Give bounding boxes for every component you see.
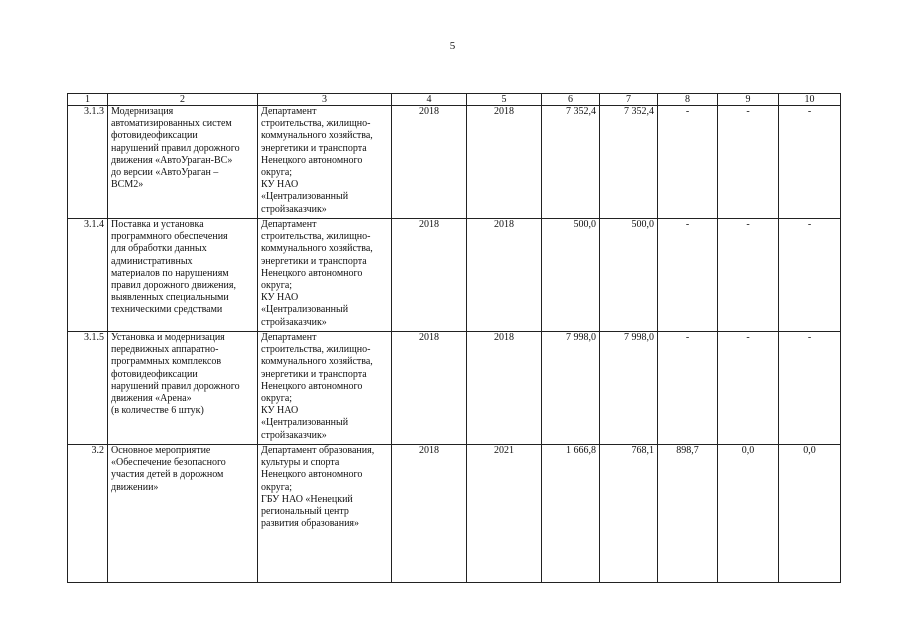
activity-name-line: движении» [111,481,159,493]
end-year: 2018 [467,219,542,332]
total-amount: 1 666,8 [542,445,600,583]
header-cell: 3 [258,94,392,106]
activity-name-line: Поставка и установка [111,219,204,230]
executor-line: «Централизованный [261,304,349,316]
activity-name-line: фотовидеофиксации [111,130,198,142]
activity-name-line: программных комплексов [111,356,222,368]
executor-line: округа; [261,481,293,493]
activity-name-line: материалов по нарушениям [111,267,229,279]
activity-name-line: ВСМ2» [111,179,144,191]
activity-name-line: передвижных аппаратно- [111,344,219,356]
activity-name-line: правил дорожного движения, [111,280,236,292]
executor-line: Ненецкого автономного [261,267,363,279]
activity-name-line: техническими средствами [111,304,223,316]
header-cell: 2 [108,94,258,106]
year-1-amount: 7 352,4 [600,106,658,219]
year-4-amount: - [779,332,841,445]
total-amount: 7 352,4 [542,106,600,219]
header-cell: 5 [467,94,542,106]
year-3-amount: - [718,219,779,332]
activity-name-line: нарушений правил дорожного [111,380,240,392]
activity-name [108,445,258,583]
executor-line: развития образования» [261,518,360,530]
year-3-amount: - [718,106,779,219]
program-table [67,93,841,583]
executor [258,332,392,445]
activity-name-line: программного обеспечения [111,231,228,243]
executor-line: Департамент [261,332,317,343]
executor-line: Департамент [261,106,317,117]
executor-line: ГБУ НАО «Ненецкий [261,493,353,505]
header-cell: 1 [68,94,108,106]
executor-line: коммунального хозяйства, [261,130,373,142]
executor-line: энергетики и транспорта [261,255,367,267]
year-1-amount: 768,1 [600,445,658,583]
executor-line: округа; [261,393,293,405]
activity-name-line: нарушений правил дорожного [111,142,240,154]
start-year: 2018 [392,106,467,219]
executor-line: КУ НАО [261,405,299,417]
executor-line: коммунального хозяйства, [261,356,373,368]
year-2-amount: 898,7 [658,445,718,583]
executor-line: энергетики и транспорта [261,368,367,380]
row-number: 3.1.5 [68,332,108,445]
executor-line: строительства, жилищно- [261,118,371,130]
executor-line: стройзаказчик» [261,203,327,215]
executor-line: округа; [261,280,293,292]
activity-name-line: (в количестве 6 штук) [111,405,204,417]
executor-line: строительства, жилищно- [261,231,371,243]
year-3-amount: - [718,332,779,445]
executor-line: КУ НАО [261,292,299,304]
year-1-amount: 7 998,0 [600,332,658,445]
executor-line: Департамент [261,219,317,230]
executor-line: округа; [261,167,293,179]
activity-name [108,106,258,219]
table-row [68,219,841,332]
end-year: 2018 [467,106,542,219]
header-cell: 7 [600,94,658,106]
total-amount: 500,0 [542,219,600,332]
activity-name [108,332,258,445]
table-row [68,445,841,583]
total-amount: 7 998,0 [542,332,600,445]
page-number: 5 [449,40,456,52]
executor-line: «Централизованный [261,417,349,429]
executor [258,219,392,332]
executor-line: Ненецкого автономного [261,154,363,166]
table-row [68,332,841,445]
executor-line: КУ НАО [261,179,299,191]
activity-name-line: участия детей в дорожном [111,469,224,481]
year-2-amount: - [658,219,718,332]
activity-name-line: выявленных специальными [111,292,229,304]
activity-name-line: административных [111,255,193,267]
executor-line: коммунального хозяйства, [261,243,373,255]
year-3-amount: 0,0 [718,445,779,583]
executor-line: стройзаказчик» [261,429,327,441]
activity-name-line: автоматизированных систем [111,118,232,130]
header-cell: 10 [779,94,841,106]
executor-line: энергетики и транспорта [261,142,367,154]
activity-name-line: движения «Арена» [111,393,192,405]
executor-line: стройзаказчик» [261,316,327,328]
executor-line: культуры и спорта [261,457,340,469]
year-4-amount: - [779,106,841,219]
activity-name-line: фотовидеофиксации [111,368,198,380]
header-cell: 8 [658,94,718,106]
activity-name-line: «Обеспечение безопасного [111,457,226,469]
year-4-amount: 0,0 [779,445,841,583]
end-year: 2018 [467,332,542,445]
activity-name-line: Основное мероприятие [111,445,211,456]
activity-name-line: Модернизация [111,106,174,117]
executor-line: региональный центр [261,506,349,518]
row-number: 3.1.3 [68,106,108,219]
activity-name-line: до версии «АвтоУраган – [111,167,219,179]
header-row [68,94,841,106]
activity-name [108,219,258,332]
start-year: 2018 [392,445,467,583]
end-year: 2021 [467,445,542,583]
activity-name-line: для обработки данных [111,243,207,255]
executor-line: Департамент образования, [261,445,375,456]
start-year: 2018 [392,219,467,332]
executor-line: «Централизованный [261,191,349,203]
header-cell: 9 [718,94,779,106]
start-year: 2018 [392,332,467,445]
executor-line: строительства, жилищно- [261,344,371,356]
activity-name-line: движения «АвтоУраган-ВС» [111,154,233,166]
executor-line: Ненецкого автономного [261,380,363,392]
header-cell: 6 [542,94,600,106]
row-number: 3.2 [68,445,108,583]
activity-name-line: Установка и модернизация [111,332,225,343]
row-number: 3.1.4 [68,219,108,332]
year-2-amount: - [658,332,718,445]
executor-line: Ненецкого автономного [261,469,363,481]
header-cell: 4 [392,94,467,106]
executor [258,445,392,583]
year-1-amount: 500,0 [600,219,658,332]
year-2-amount: - [658,106,718,219]
table-row [68,106,841,219]
executor [258,106,392,219]
year-4-amount: - [779,219,841,332]
